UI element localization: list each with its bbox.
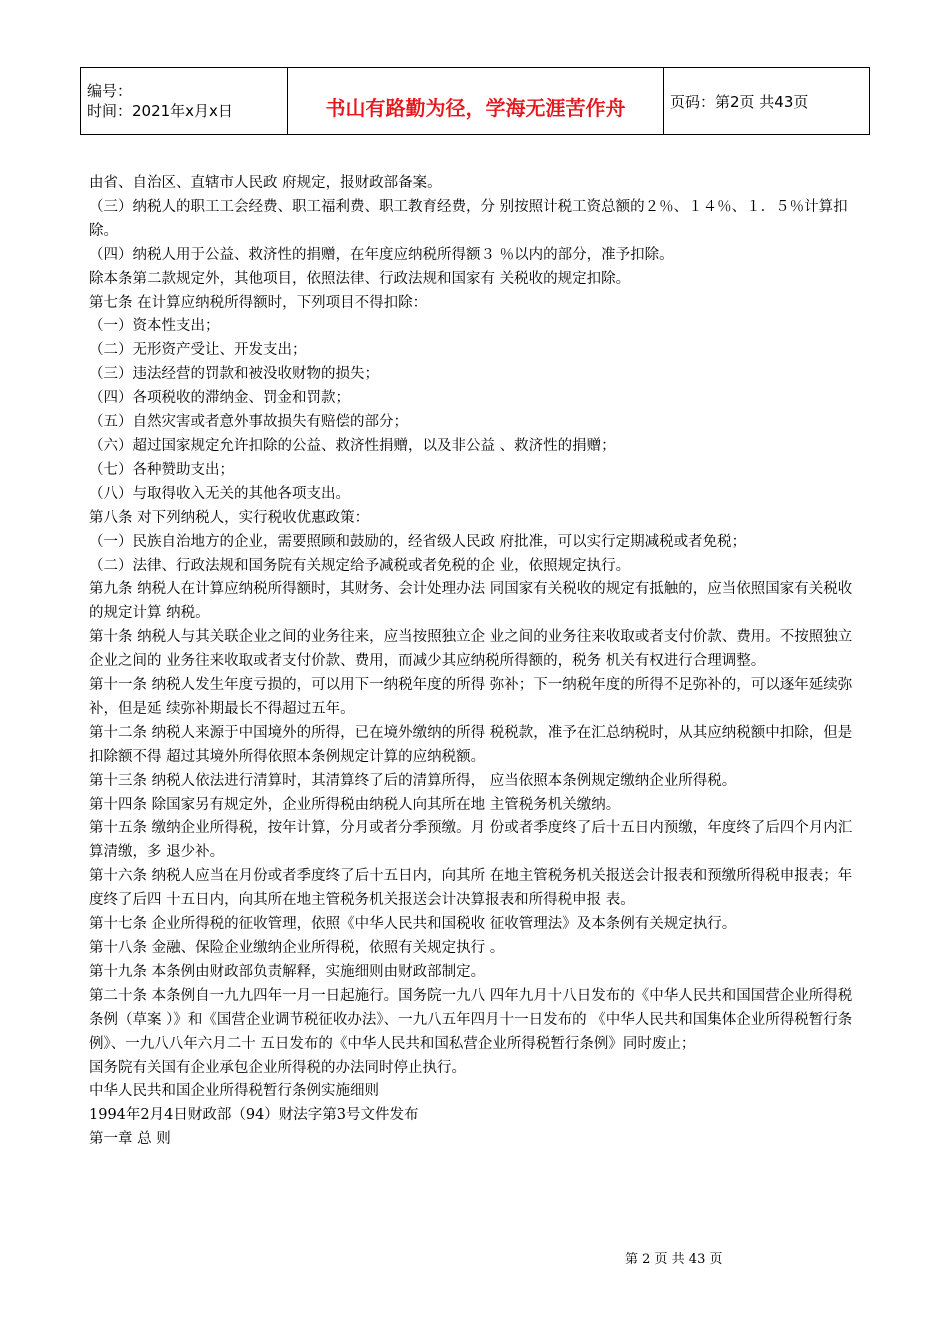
page-footer: 第 2 页 共 43 页 (625, 1252, 723, 1267)
article-paragraph: 第十二条 纳税人来源于中国境外的所得，已在境外缴纳的所得 税税款，准予在汇总纳税时，从其应纳税额中扣除，但是扣除额不得 超过其境外所得依照本条例规定计算的应纳税额。 (89, 724, 853, 765)
article-heading: 第八条 对下列纳税人，实行税收优惠政策： (89, 509, 370, 526)
header-meta-cell (81, 68, 288, 135)
paragraph: （三）纳税人的职工工会经费、职工福利费、职工教育经费，分 别按照计税工资总额的２％、１４％、１．５％计算扣除。 (89, 198, 848, 239)
list-item: （七）各种赞助支出； (89, 461, 234, 478)
document-number-label: 编号： (87, 82, 133, 100)
article-paragraph: 第十九条 本条例由财政部负责解释，实施细则由财政部制定。 (89, 963, 486, 980)
article-paragraph: 第十五条 缴纳企业所得税，按年计算，分月或者分季预缴。月 份或者季度终了后十五日内预缴，年度终了后四个月内汇算清缴，多 退少补。 (89, 820, 853, 861)
header-slogan: 书山有路勤为径，学海无涯苦作舟 (288, 68, 664, 135)
document-body (89, 172, 864, 1152)
paragraph: 国务院有关国有企业承包企业所得税的办法同时停止执行。 (89, 1059, 466, 1076)
article-paragraph: 第十八条 金融、保险企业缴纳企业所得税，依照有关规定执行 。 (89, 940, 505, 956)
document-time-label: 时间：2021年x月x日 (87, 102, 233, 120)
list-item: （八）与取得收入无关的其他各项支出。 (89, 485, 350, 502)
article-paragraph: 第二十条 本条例自一九九四年一月一日起施行。国务院一九八 四年九月十八日发布的《中华人民共和国国营企业所得税条例（草案 ）》和《国营企业调节税征收办法》、一九八五年四月十一日发布的 《中华人民共和国集体企业所得税暂行条例》、一九八八年六月二十 五日发布的《中华人民共和国私营企业所得税暂行条例》同时废止； (89, 987, 853, 1052)
publication-note: 1994年2月4日财政部（94）财法字第3号文件发布 (89, 1107, 419, 1124)
paragraph: （四）纳税人用于公益、救济性的捐赠，在年度应纳税所得额３ ％以内的部分，准予扣除。 (89, 246, 674, 263)
article-paragraph: 第九条 纳税人在计算应纳税所得额时，其财务、会计处理办法 同国家有关税收的规定有抵触的，应当依照国家有关税收的规定计算 纳税。 (89, 581, 853, 622)
list-item: （三）违法经营的罚款和被没收财物的损失； (89, 366, 379, 383)
article-paragraph: 第十四条 除国家另有规定外，企业所得税由纳税人向其所在地 主管税务机关缴纳。 (89, 796, 621, 813)
document-header (80, 67, 870, 135)
chapter-heading: 第一章 总 则 (89, 1131, 171, 1148)
article-heading: 第七条 在计算应纳税所得额时，下列项目不得扣除： (89, 294, 428, 311)
article-paragraph: 第十一条 纳税人发生年度亏损的，可以用下一纳税年度的所得 弥补；下一纳税年度的所得不足弥补的，可以逐年延续弥补，但是延 续弥补期最长不得超过五年。 (89, 677, 853, 717)
article-paragraph: 第十条 纳税人与其关联企业之间的业务往来，应当按照独立企 业之间的业务往来收取或者支付价款、费用。不按照独立企业之间的 业务往来收取或者支付价款、费用，而减少其应纳税所得额的，税务 机关有权进行合理调整。 (89, 629, 853, 670)
paragraph: 由省、自治区、直辖市人民政 府规定，报财政部备案。 (89, 175, 442, 191)
section-title: 中华人民共和国企业所得税暂行条例实施细则 (89, 1083, 379, 1100)
list-item: （一）资本性支出； (89, 318, 220, 335)
list-item: （二）无形资产受让、开发支出； (89, 342, 307, 359)
article-paragraph: 第十三条 纳税人依法进行清算时，其清算终了后的清算所得， 应当依照本条例规定缴纳企业所得税。 (89, 772, 737, 789)
list-item: （四）各项税收的滞纳金、罚金和罚款； (89, 390, 350, 407)
article-paragraph: 第十六条 纳税人应当在月份或者季度终了后十五日内，向其所 在地主管税务机关报送会计报表和预缴所得税申报表；年度终了后四 十五日内，向其所在地主管税务机关报送会计决算报表和所得税申报 表。 (89, 868, 853, 909)
list-item: （一）民族自治地方的企业，需要照顾和鼓励的，经省级人民政 府批准，可以实行定期减税或者免税； (89, 533, 747, 550)
list-item: （五）自然灾害或者意外事故损失有赔偿的部分； (89, 414, 408, 431)
article-paragraph: 第十七条 企业所得税的征收管理，依照《中华人民共和国税收 征收管理法》及本条例有关规定执行。 (89, 916, 737, 933)
list-item: （二）法律、行政法规和国务院有关规定给予减税或者免税的企 业，依照规定执行。 (89, 557, 631, 574)
list-item: （六）超过国家规定允许扣除的公益、救济性捐赠，以及非公益 、救济性的捐赠； (89, 437, 616, 454)
paragraph: 除本条第二款规定外，其他项目，依照法律、行政法规和国家有 关税收的规定扣除。 (89, 270, 631, 287)
header-page-info: 页码：第2页 共43页 (664, 68, 870, 135)
